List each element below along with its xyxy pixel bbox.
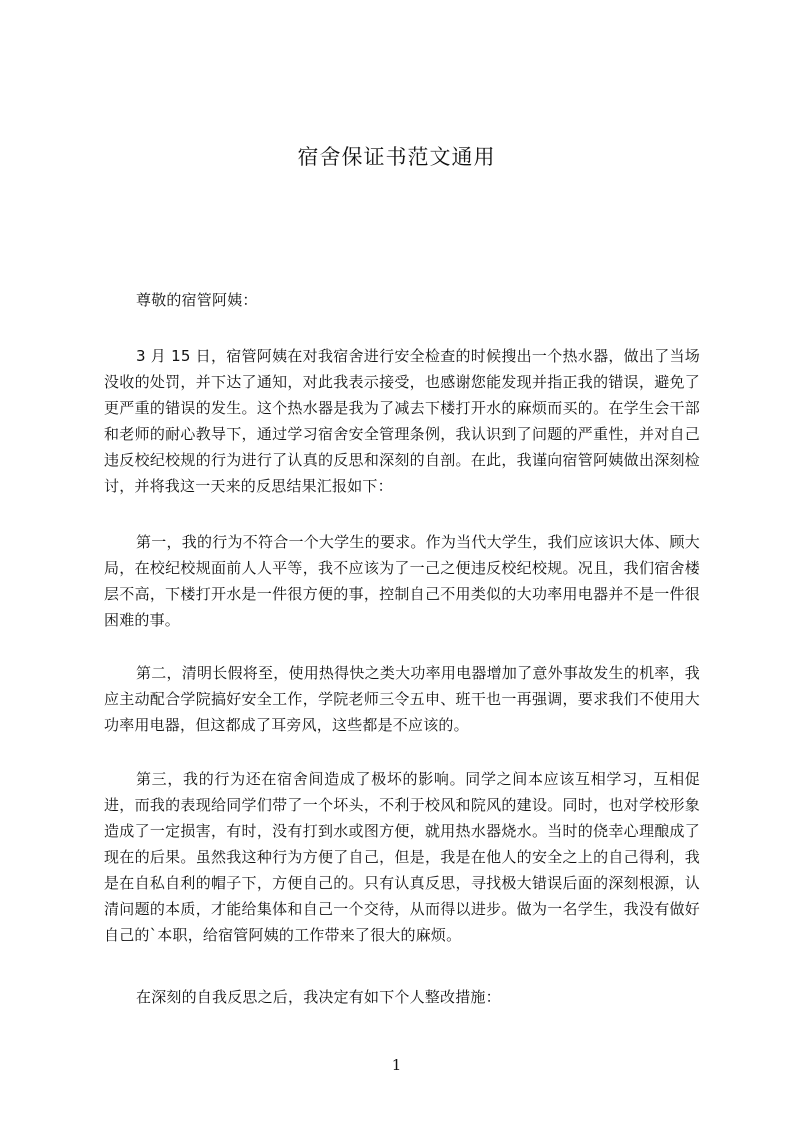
paragraph-3 [104,660,700,738]
salutation [104,287,700,313]
paragraph-text: 第三，我的行为还在宿舍间造成了极坏的影响。同学之间本应该互相学习，互相促进，而我的表现给同学们带了一个坏头，不利于校风和院风的建设。同时，也对学校形象造成了一定损害，有时，没有打到水或图方便，就用热水器烧水。当时的侥幸心理酿成了现在的后果。虽然我这种行为方便了自己，但是，我是在他人的安全之上的自己得利，我是在自私自利的帽子下，方便自己的。只有认真反思，寻找极大错误后面的深刻根源，认清问题的本质，才能给集体和自己一个交待，从而得以进步。做为一名学生，我没有做好自己的`本职，给宿管阿姨的工作带来了很大的麻烦。 [104,770,700,944]
paragraph-text: 在深刻的自我反思之后，我决定有如下个人整改措施： [136,988,501,1006]
paragraph-2 [104,529,700,633]
paragraph-text: 第一，我的行为不符合一个大学生的要求。作为当代大学生，我们应该识大体、顾大局，在校纪校规面前人人平等，我不应该为了一己之便违反校纪校规。况且，我们宿舍楼层不高，下楼打开水是一件很方便的事，控制自己不用类似的大功率用电器并不是一件很困难的事。 [104,533,700,629]
page-number: 1 [391,1056,402,1074]
paragraph-1 [104,343,700,499]
document-title: 宿舍保证书范文通用 [297,145,496,169]
paragraph-text: 3 月 15 日，宿管阿姨在对我宿舍进行安全检查的时候搜出一个热水器，做出了当场没收的处罚，并下达了通知，对此我表示接受，也感谢您能发现并指正我的错误，避免了更严重的错误的发生。这个热水器是我为了减去下楼打开水的麻烦而买的。在学生会干部和老师的耐心教导下，通过学习宿舍安全管理条例，我认识到了问题的严重性，并对自己违反校纪校规的行为进行了认真的反思和深刻的自剖。在此，我谨向宿管阿姨做出深刻检讨，并将我这一天来的反思结果汇报如下： [104,347,700,495]
salutation-text: 尊敬的宿管阿姨： [136,291,258,309]
paragraph-5 [104,984,700,1010]
paragraph-text: 第二，清明长假将至，使用热得快之类大功率用电器增加了意外事故发生的机率，我应主动配合学院搞好安全工作，学院老师三令五申、班干也一再强调，要求我们不使用大功率用电器，但这都成了耳旁风，这些都是不应该的。 [104,664,700,734]
paragraph-4 [104,766,700,948]
